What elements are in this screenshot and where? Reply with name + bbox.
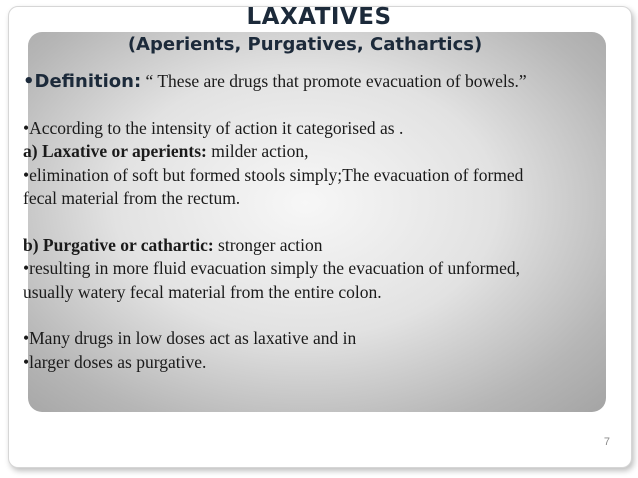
definition-line xyxy=(23,70,635,94)
purgative-desc: stronger action xyxy=(213,234,323,255)
laxative-heading: a) Laxative or aperients: xyxy=(23,141,207,161)
page-number: 7 xyxy=(603,436,610,448)
dose-line-2: •larger doses as purgative. xyxy=(23,351,207,372)
purgative-heading: b) Purgative or cathartic: xyxy=(23,234,214,255)
slide-body xyxy=(23,70,635,374)
definition-text: “ These are drugs that promote evacuation of bowels.” xyxy=(141,71,527,91)
laxative-bullet-line-2: fecal material from the rectum. xyxy=(23,188,241,208)
purgative-line xyxy=(23,234,635,258)
dose-line-1: •Many drugs in low doses act as laxative and in xyxy=(23,328,357,348)
purgative-bullet-line-1: •resulting in more fluid evacuation simply the evacuation of unformed, xyxy=(23,258,520,278)
definition-bullet: • xyxy=(23,71,35,92)
purgative-bullet-line-2: usually watery fecal material from the entire colon. xyxy=(23,281,382,302)
intensity-line: •According to the intensity of action it categorised as . xyxy=(23,117,404,138)
definition-label: Definition: xyxy=(34,71,142,92)
laxative-bullet-line-1: •elimination of soft but formed stools simply;The evacuation of formed xyxy=(23,164,524,185)
laxative-line xyxy=(23,140,635,164)
slide-title: LAXATIVES xyxy=(246,4,392,30)
laxative-desc: milder action, xyxy=(206,141,309,161)
slide-subtitle: (Aperients, Purgatives, Cathartics) xyxy=(127,34,483,55)
